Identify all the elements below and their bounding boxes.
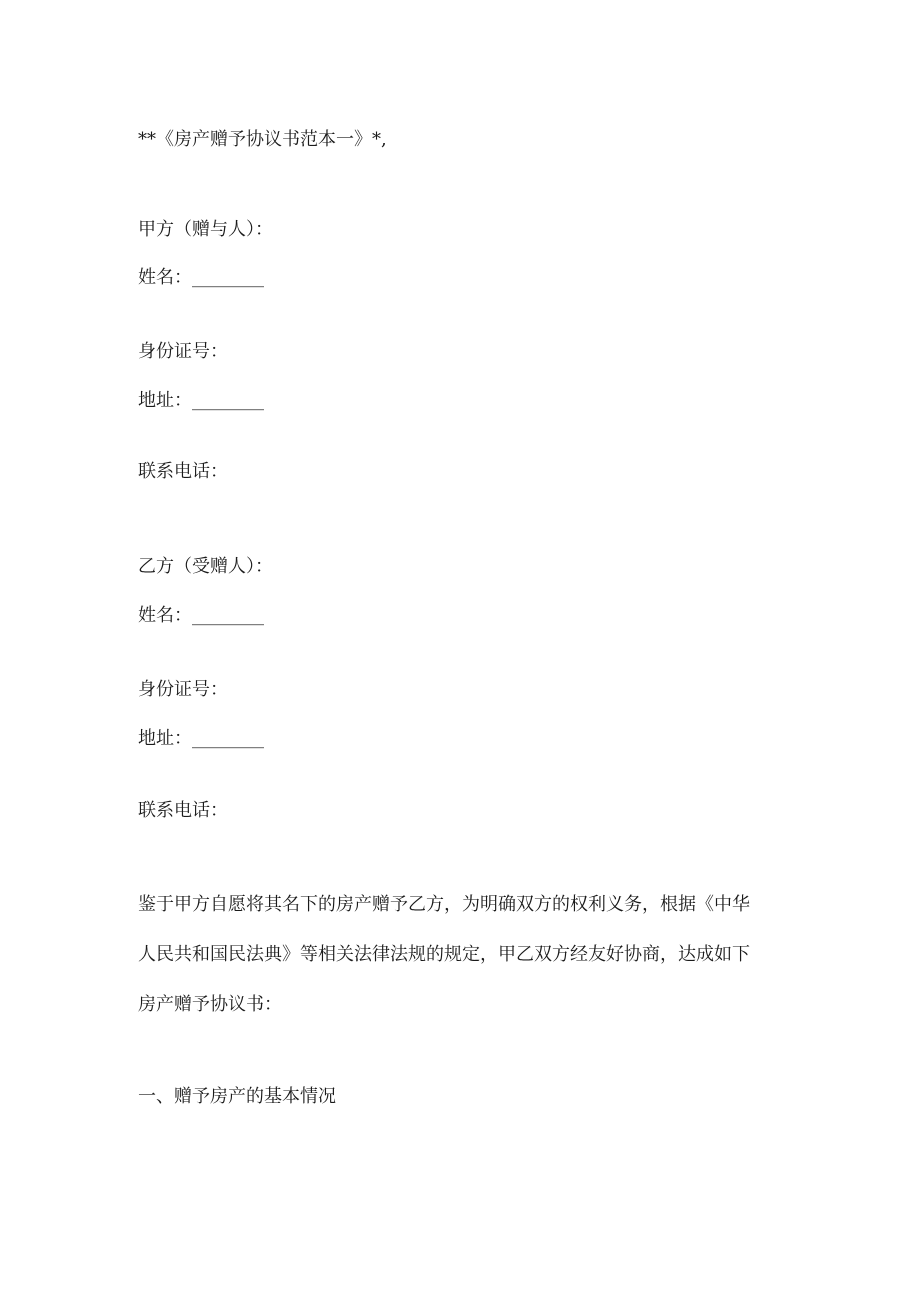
party-a-address-row <box>138 389 264 413</box>
party-b-heading: 乙方（受赠人）： <box>138 556 273 577</box>
party-b-name-label: 姓名： <box>138 605 192 626</box>
party-b-address-row <box>138 727 264 751</box>
party-a-address-blank: ________ <box>192 390 264 411</box>
party-b-phone-label: 联系电话： <box>138 800 228 821</box>
party-a-id-label: 身份证号： <box>138 341 228 362</box>
party-a-name-blank: ________ <box>192 267 264 288</box>
party-a-name-label: 姓名： <box>138 267 192 288</box>
preamble-line-2: 人民共和国民法典》等相关法律法规的规定，甲乙双方经友好协商，达成如下 <box>138 944 750 965</box>
preamble-line-3: 房产赠予协议书： <box>138 994 282 1015</box>
preamble-paragraph <box>138 893 788 1023</box>
party-b-name-row <box>138 604 264 628</box>
section-1-heading: 一、赠予房产的基本情况 <box>138 1086 336 1107</box>
document-title: **《房产赠予协议书范本一》*, <box>138 129 387 150</box>
party-a-address-label: 地址： <box>138 390 192 411</box>
party-b-address-blank: ________ <box>192 728 264 749</box>
party-b-address-label: 地址： <box>138 728 192 749</box>
party-b-name-blank: ________ <box>192 605 264 626</box>
preamble-line-1: 鉴于甲方自愿将其名下的房产赠予乙方，为明确双方的权利义务，根据《中华 <box>138 894 750 915</box>
party-a-name-row <box>138 266 264 290</box>
party-a-phone-label: 联系电话： <box>138 461 228 482</box>
party-a-heading: 甲方（赠与人）： <box>138 219 273 240</box>
party-b-id-label: 身份证号： <box>138 679 228 700</box>
